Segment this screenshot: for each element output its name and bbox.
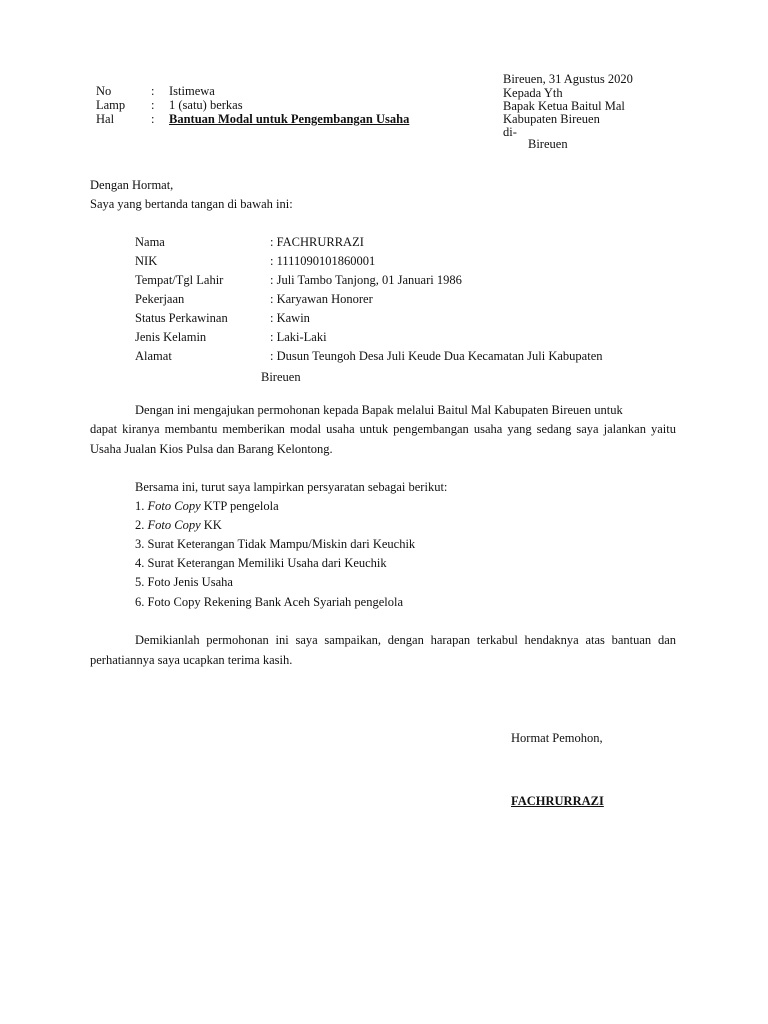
attachment-item-6: 6. Foto Copy Rekening Bank Aceh Syariah pengelola	[135, 595, 404, 609]
no-label: No	[96, 84, 112, 98]
hal-label: Hal	[96, 112, 115, 126]
recipient-kepada: Kepada Yth	[503, 86, 563, 100]
nik-label: NIK	[135, 254, 158, 268]
paragraph1-body	[90, 420, 676, 459]
lamp-label: Lamp	[96, 98, 126, 112]
recipient-line2: Kabupaten Bireuen	[503, 112, 600, 126]
attachment-item-2-number: 2.	[135, 518, 145, 532]
pekerjaan-value: : Karyawan Honorer	[270, 292, 373, 306]
intro-text: Saya yang bertanda tangan di bawah ini:	[90, 197, 293, 211]
status-label: Status Perkawinan	[135, 311, 228, 325]
signature-name: FACHRURRAZI	[511, 794, 604, 808]
paragraph1-line3: jalankan yaitu Usaha Jualan Kios Pulsa dan Barang Kelontong.	[90, 422, 676, 456]
nama-label: Nama	[135, 235, 165, 249]
closing-line1: Demikianlah permohonan ini saya sampaikan, dengan harapan terkabul hendaknya atas bantuan	[135, 633, 652, 647]
closing-line2: dan perhatiannya saya ucapkan terima kasih.	[90, 633, 676, 667]
no-value: Istimewa	[169, 84, 215, 98]
ttl-label: Tempat/Tgl Lahir	[135, 273, 224, 287]
attachment-item-1-text: KTP pengelola	[203, 499, 279, 513]
attachment-item-3: 3. Surat Keterangan Tidak Mampu/Miskin dari Keuchik	[135, 537, 416, 551]
attachment-item-4: 4. Surat Keterangan Memiliki Usaha dari Keuchik	[135, 556, 387, 570]
no-colon: :	[151, 84, 155, 98]
jenis-kelamin-label: Jenis Kelamin	[135, 330, 207, 344]
alamat-value-line2: Bireuen	[261, 370, 301, 384]
lamp-colon: :	[151, 98, 155, 112]
attachment-item-1	[135, 499, 279, 514]
nama-value: : FACHRURRAZI	[270, 235, 364, 249]
hal-value: Bantuan Modal untuk Pengembangan Usaha	[169, 112, 410, 126]
status-value: : Kawin	[270, 311, 310, 325]
attachment-item-2-text: KK	[203, 518, 222, 532]
paragraph1-line1: Dengan ini mengajukan permohonan kepada Bapak melalui Baitul Mal Kabupaten Bireuen untuk	[135, 403, 623, 417]
hal-colon: :	[151, 112, 155, 126]
recipient-city: Bireuen	[528, 137, 568, 151]
attachment-item-1-italic: Foto Copy	[147, 499, 201, 513]
place-date: Bireuen, 31 Agustus 2020	[503, 72, 633, 86]
attachment-item-5: 5. Foto Jenis Usaha	[135, 575, 233, 589]
jenis-kelamin-value: : Laki-Laki	[270, 330, 327, 344]
attachment-item-2	[135, 518, 222, 533]
ttl-value: : Juli Tambo Tanjong, 01 Januari 1986	[270, 273, 462, 287]
attachment-item-2-italic: Foto Copy	[147, 518, 201, 532]
nik-value: : 1111090101860001	[270, 254, 376, 268]
signature-salutation: Hormat Pemohon,	[511, 731, 603, 745]
recipient-line1: Bapak Ketua Baitul Mal	[503, 99, 625, 113]
alamat-label: Alamat	[135, 349, 172, 363]
closing-paragraph	[90, 631, 676, 670]
recipient-di: di-	[503, 125, 517, 139]
pekerjaan-label: Pekerjaan	[135, 292, 185, 306]
attachment-item-1-number: 1.	[135, 499, 145, 513]
greeting: Dengan Hormat,	[90, 178, 174, 192]
alamat-value-line1: : Dusun Teungoh Desa Juli Keude Dua Kecamatan Juli Kabupaten	[270, 349, 603, 363]
lamp-value: 1 (satu) berkas	[169, 98, 243, 112]
paragraph1-line2: dapat kiranya membantu memberikan modal usaha untuk pengembangan usaha yang sedang saya	[90, 422, 599, 436]
attachments-intro: Bersama ini, turut saya lampirkan persyaratan sebagai berikut:	[135, 480, 448, 494]
